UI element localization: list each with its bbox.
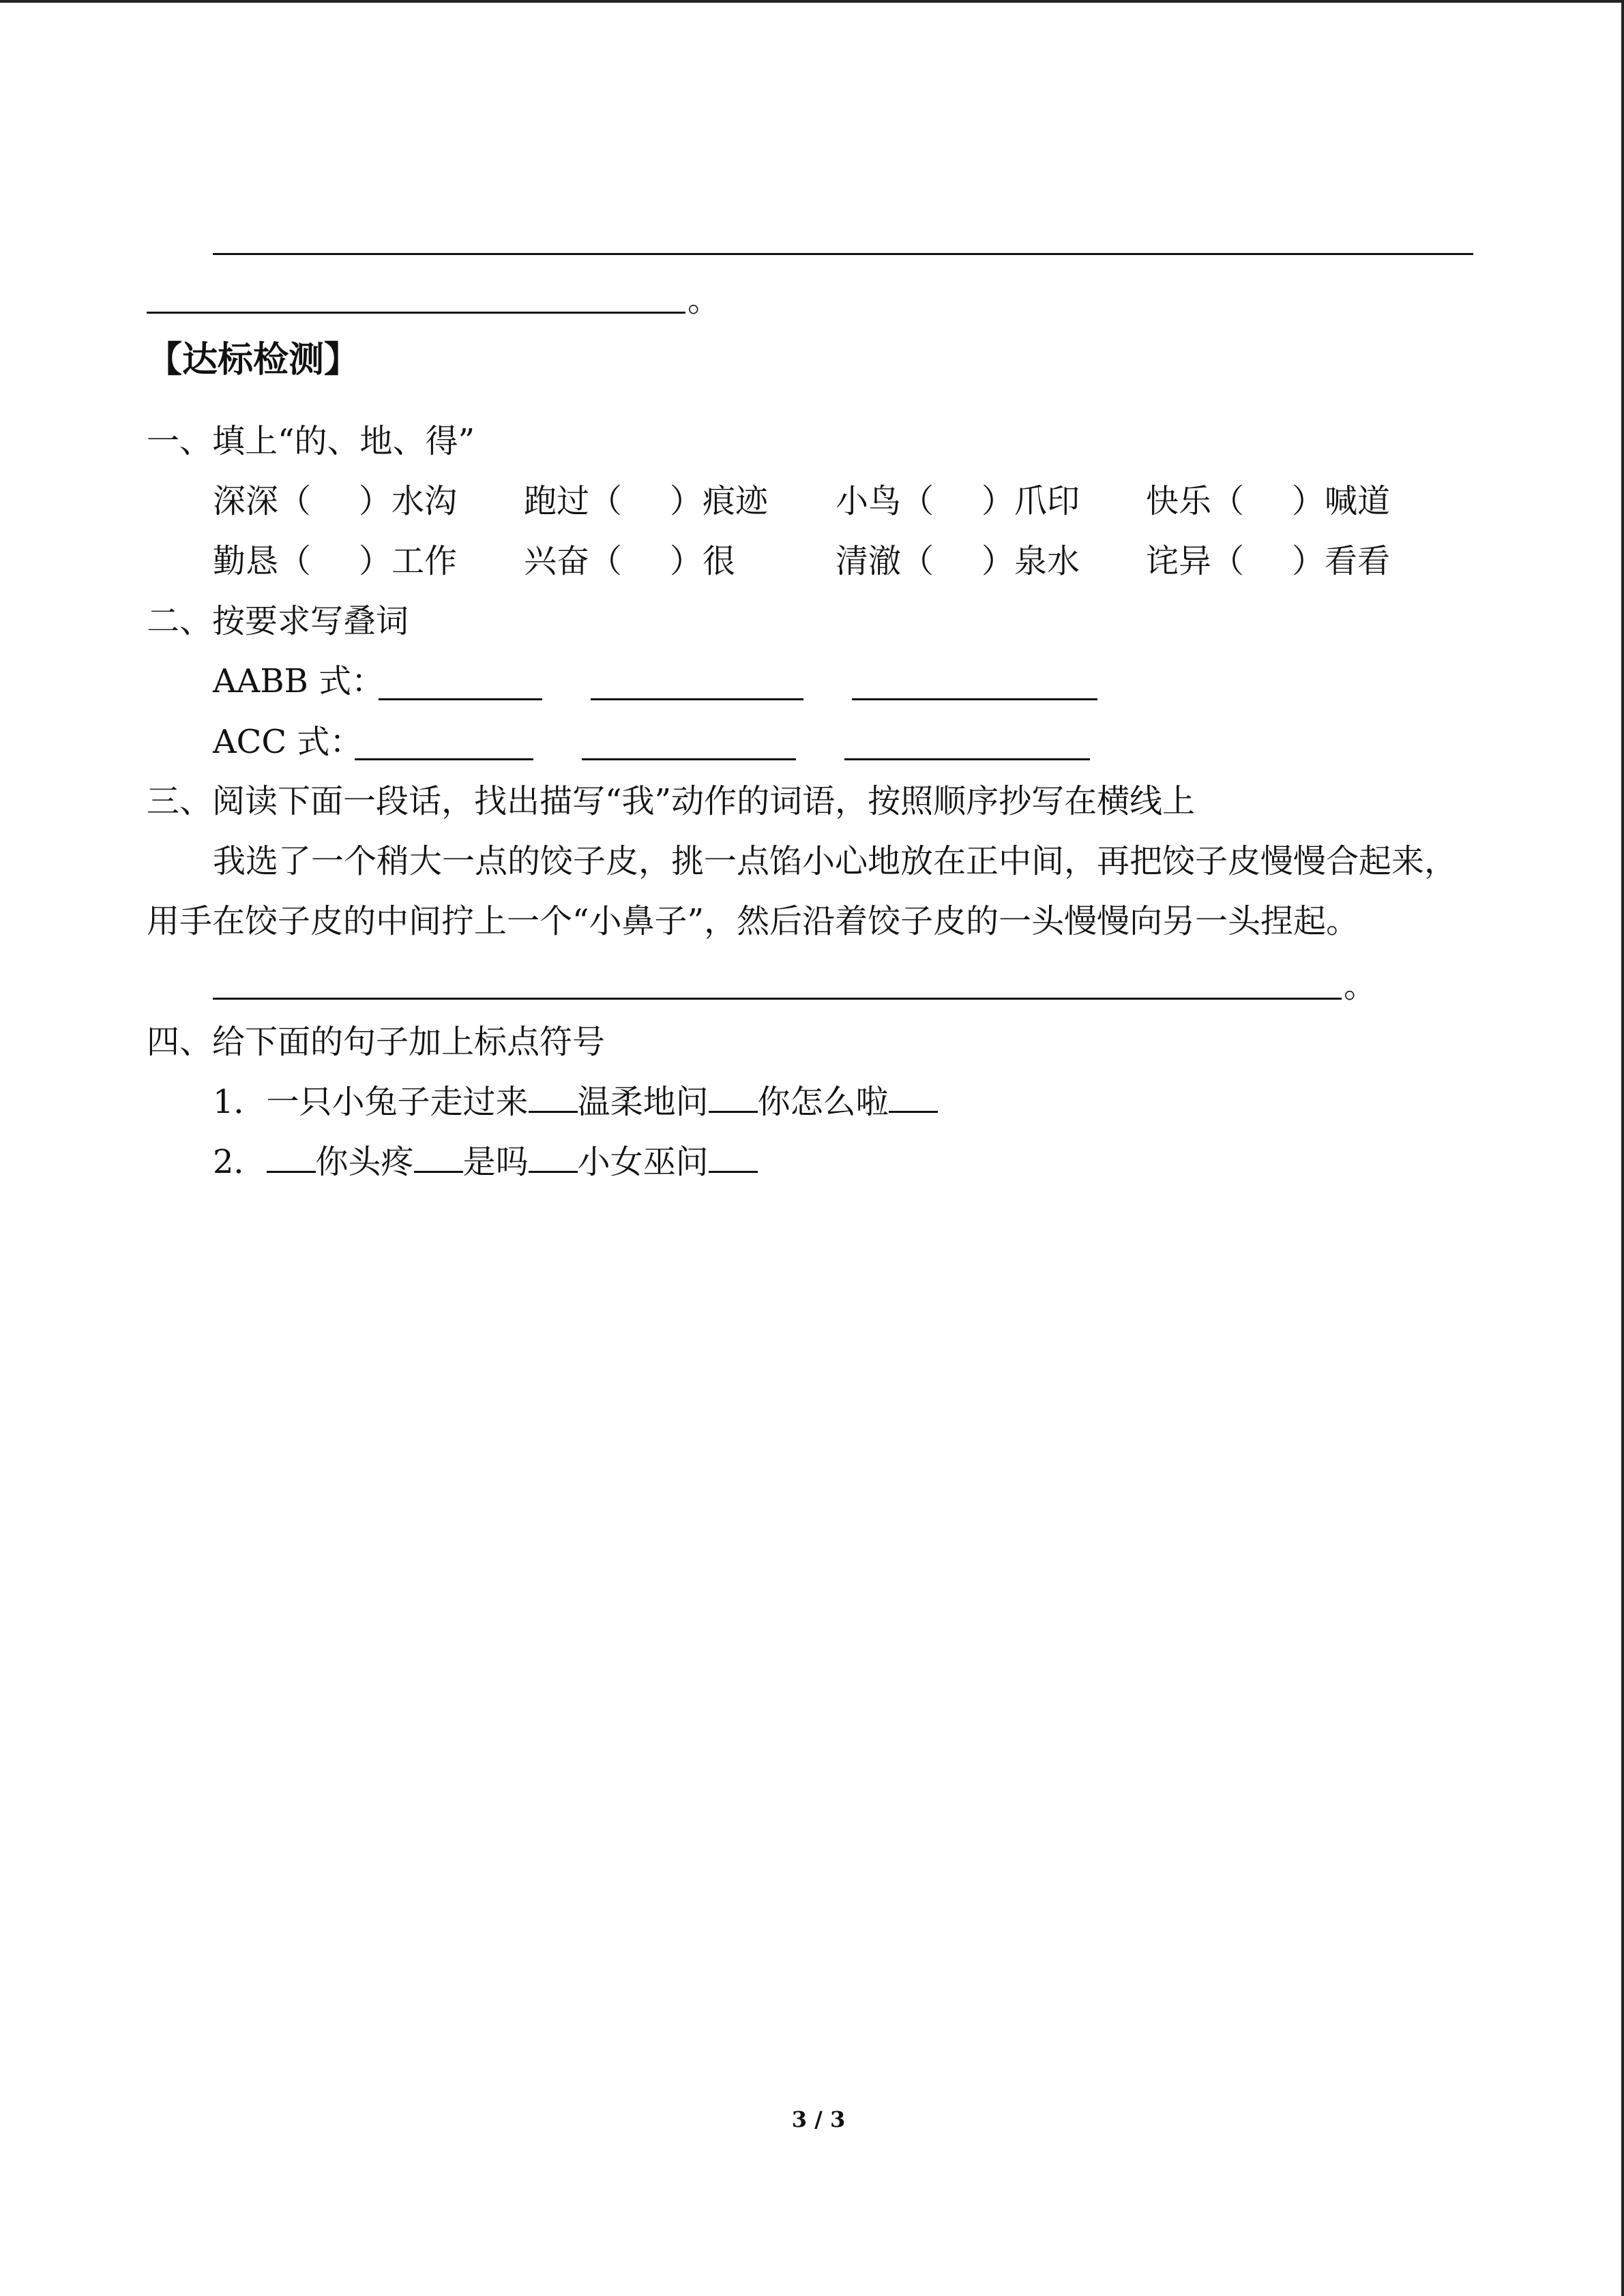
acc-label: ACC 式： [213, 723, 363, 761]
page-top-border [0, 0, 1624, 3]
answer-line[interactable] [213, 253, 1473, 255]
blank[interactable] [709, 1144, 758, 1173]
answer-line[interactable] [355, 758, 533, 760]
fill-item: 快乐（ ）喊道 [1146, 482, 1391, 520]
period-mark: 。 [688, 281, 721, 319]
blank[interactable] [267, 1144, 316, 1173]
answer-line[interactable] [147, 312, 685, 314]
page-right-border [1621, 0, 1624, 2296]
blank[interactable] [709, 1084, 758, 1113]
fill-item: 清澈（ ）泉水 [836, 542, 1080, 580]
passage-line: 我选了一个稍大一点的饺子皮，挑一点馅小心地放在正中间，再把饺子皮慢慢合起来， [213, 842, 1458, 880]
question-4-title: 四、给下面的句子加上标点符号 [147, 1023, 606, 1061]
blank[interactable] [889, 1084, 938, 1113]
punctuation-sentence: 2． 你头疼 是吗 小女巫问 [213, 1142, 758, 1182]
aabb-label: AABB 式： [213, 662, 385, 700]
fill-item: 诧异（ ）看看 [1146, 542, 1391, 580]
blank[interactable] [529, 1084, 578, 1113]
answer-line[interactable] [844, 758, 1090, 760]
fill-item: 兴奋（ ）很 [524, 542, 736, 580]
blank[interactable] [414, 1144, 463, 1173]
period-mark: 。 [1344, 967, 1377, 1005]
fill-item: 勤恳（ ）工作 [213, 542, 458, 580]
blank[interactable] [529, 1144, 578, 1173]
fill-item: 小鸟（ ）爪印 [836, 482, 1080, 520]
answer-line[interactable] [213, 998, 1342, 1000]
punctuation-sentence: 1．一只小兔子走过来 温柔地问 你怎么啦 [213, 1082, 938, 1122]
answer-line[interactable] [852, 698, 1097, 700]
fill-item: 跑过（ ）痕迹 [524, 482, 769, 520]
section-title: 【达标检测】 [147, 339, 360, 381]
fill-item: 深深（ ）水沟 [213, 482, 458, 520]
question-3-title: 三、阅读下面一段话，找出描写“我”动作的词语，按照顺序抄写在横线上 [147, 782, 1196, 820]
page-number: 3 / 3 [791, 2106, 846, 2132]
question-1-title: 一、填上“的、地、得” [147, 422, 475, 460]
answer-line[interactable] [591, 698, 803, 700]
answer-line[interactable] [379, 698, 542, 700]
passage-line: 用手在饺子皮的中间拧上一个“小鼻子”，然后沿着饺子皮的一头慢慢向另一头捏起。 [147, 902, 1359, 940]
answer-line[interactable] [582, 758, 796, 760]
question-2-title: 二、按要求写叠词 [147, 602, 409, 640]
